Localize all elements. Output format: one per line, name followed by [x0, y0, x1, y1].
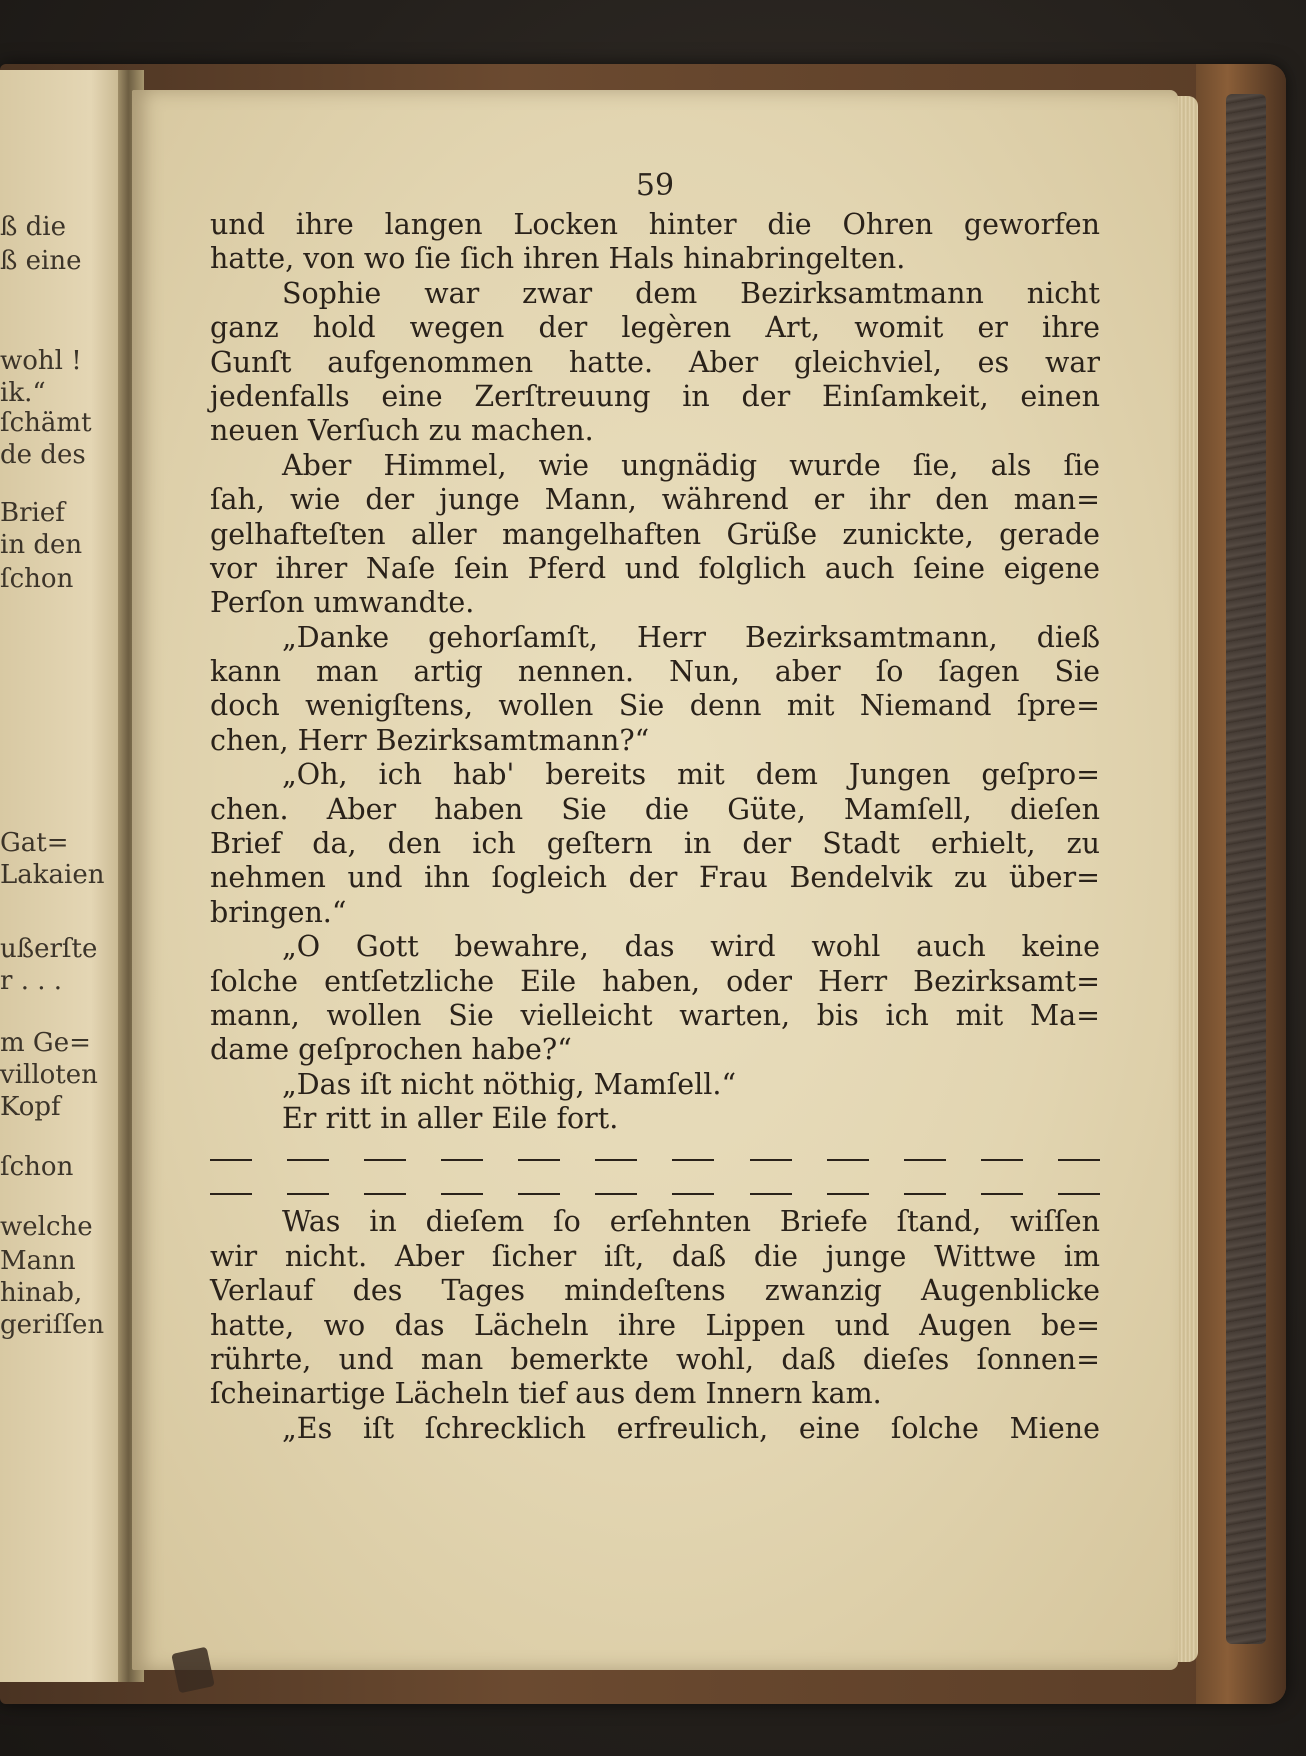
left-page-fragment: welche	[0, 1212, 93, 1242]
dash	[364, 1193, 406, 1195]
left-page-fragment: de des	[0, 440, 86, 470]
cover-edge	[1196, 64, 1286, 1704]
text-line: und ihre langen Locken hinter die Ohren geworfen	[210, 208, 1100, 241]
left-page-fragment: ik.“	[0, 378, 46, 408]
left-page-fragment: ſchämt	[0, 408, 92, 438]
dash	[441, 1193, 483, 1195]
dash	[827, 1193, 869, 1195]
text-line: rührte, und man bemerkte wohl, daß dieſes ſonnen=	[210, 1342, 1100, 1376]
text-line: Perſon umwandte.	[210, 586, 475, 620]
dash	[672, 1193, 714, 1195]
right-page	[132, 90, 1178, 1670]
text-line: „Es iſt ſchrecklich erfreulich, eine ſolche Miene	[282, 1411, 1100, 1445]
dash	[210, 1159, 252, 1161]
left-page-fragment: Lakaien	[0, 860, 105, 890]
dash	[1058, 1193, 1100, 1195]
text-line: Gunſt aufgenommen hatte. Aber gleichviel, es war	[210, 345, 1100, 379]
paragraph	[210, 1412, 1100, 1446]
left-page-fragment: geriſſen	[0, 1310, 105, 1340]
left-page-fragment: in den	[0, 530, 83, 560]
text-line: ſcheinartige Lächeln tief aus dem Innern kam.	[210, 1377, 882, 1411]
left-page-fragment: ß eine	[0, 246, 82, 276]
left-page-fragment: r . . .	[0, 966, 63, 996]
paragraph	[210, 758, 1100, 930]
left-page-fragment: ſchon	[0, 1152, 74, 1182]
text-line: wir nicht. Aber ſicher iſt, daß die junge Wittwe im	[210, 1239, 1100, 1273]
left-page-fragment: villoten	[0, 1060, 98, 1090]
text-line: kann man artig nennen. Nun, aber ſo ſagen Sie	[210, 655, 1100, 689]
left-page-fragment: Kopf	[0, 1092, 61, 1122]
text-line: Verlauf des Tages mindeſtens zwanzig Augenblicke	[210, 1274, 1100, 1308]
left-page-fragment: Gat=	[0, 828, 69, 858]
paragraph	[210, 1068, 1100, 1102]
dash	[441, 1159, 483, 1161]
text-line: bringen.“	[210, 895, 347, 929]
text-line: mann, wollen Sie vielleicht warten, bis ich mit Ma=	[210, 998, 1100, 1032]
dash	[750, 1193, 792, 1195]
dash	[672, 1159, 714, 1161]
left-page-fragment: ußerſte	[0, 934, 98, 964]
text-line: gelhafteſten aller mangelhaften Grüße zunickte, gerade	[210, 517, 1100, 551]
text-line: Brief da, den ich geſtern in der Stadt erhielt, zu	[210, 827, 1100, 861]
text-line: chen, Herr Bezirksamtmann?“	[210, 723, 650, 757]
text-line: Aber Himmel, wie ungnädig wurde ſie, als ſie	[282, 448, 1100, 482]
dash	[1058, 1159, 1100, 1161]
text-line: nehmen und ihn ſogleich der Frau Bendelvik zu über=	[210, 861, 1100, 895]
text-line: hatte, wo das Lächeln ihre Lippen und Augen be=	[210, 1308, 1100, 1342]
text-line: ſah, wie der junge Mann, während er ihr den man=	[210, 483, 1100, 517]
page-number: 59	[635, 168, 675, 203]
text-line: Er ritt in aller Eile fort.	[282, 1102, 619, 1136]
text-line: ſolche entſetzliche Eile haben, oder Herr Bezirksamt=	[210, 964, 1100, 998]
left-page-fragment: hinab,	[0, 1278, 83, 1308]
left-page	[0, 70, 130, 1682]
dash	[364, 1159, 406, 1161]
dash-separator	[210, 1137, 1100, 1171]
text-line: „Danke gehorſamſt, Herr Bezirksamtmann, dieß	[282, 620, 1100, 654]
paragraph	[210, 621, 1100, 759]
text-line: Sophie war zwar dem Bezirksamtmann nicht	[282, 276, 1100, 310]
dash	[750, 1159, 792, 1161]
dash	[827, 1159, 869, 1161]
text-line: „Oh, ich hab' bereits mit dem Jungen geſpro=	[282, 758, 1100, 792]
dash	[518, 1193, 560, 1195]
dash-separator	[210, 1171, 1100, 1205]
dash	[981, 1193, 1023, 1195]
left-page-fragment: wohl !	[0, 346, 82, 376]
dash	[518, 1159, 560, 1161]
dash	[210, 1193, 252, 1195]
text-line: doch wenigſtens, wollen Sie denn mit Niemand ſpre=	[210, 689, 1100, 723]
text-line: neuen Verſuch zu machen.	[210, 414, 594, 448]
text-line: jedenfalls eine Zerſtreuung in der Einſamkeit, einen	[210, 379, 1100, 413]
left-page-fragment: ſchon	[0, 564, 74, 594]
paragraph	[210, 277, 1100, 449]
left-page-fragment: ß die	[0, 212, 66, 242]
text-line: „O Gott bewahre, das wird wohl auch keine	[282, 930, 1100, 964]
text-line: ganz hold wegen der legèren Art, womit er ihre	[210, 311, 1100, 345]
text-line: hatte, von wo ſie ſich ihren Hals hinabringelten.	[210, 242, 906, 276]
dash	[981, 1159, 1023, 1161]
dash	[595, 1193, 637, 1195]
dash	[287, 1159, 329, 1161]
paragraph	[210, 1102, 1100, 1136]
dash	[904, 1159, 946, 1161]
text-line: dame geſprochen habe?“	[210, 1033, 572, 1067]
paragraph	[210, 449, 1100, 621]
left-page-fragment: m Ge=	[0, 1028, 91, 1058]
left-page-fragment: Brief	[0, 498, 65, 528]
page-text-body	[210, 208, 1100, 1446]
text-line: vor ihrer Naſe ſein Pferd und folglich auch ſeine eigene	[210, 551, 1100, 585]
left-page-fragment: Mann	[0, 1246, 76, 1276]
text-line: chen. Aber haben Sie die Güte, Mamſell, dieſen	[210, 792, 1100, 826]
paragraph	[210, 208, 1100, 277]
text-line: „Das iſt nicht nöthig, Mamſell.“	[282, 1067, 737, 1101]
dash	[595, 1159, 637, 1161]
paragraph	[210, 1205, 1100, 1411]
paragraph	[210, 930, 1100, 1068]
dash	[904, 1193, 946, 1195]
dash	[287, 1193, 329, 1195]
text-line: Was in dieſem ſo erſehnten Briefe ſtand, wiſſen	[282, 1205, 1100, 1239]
